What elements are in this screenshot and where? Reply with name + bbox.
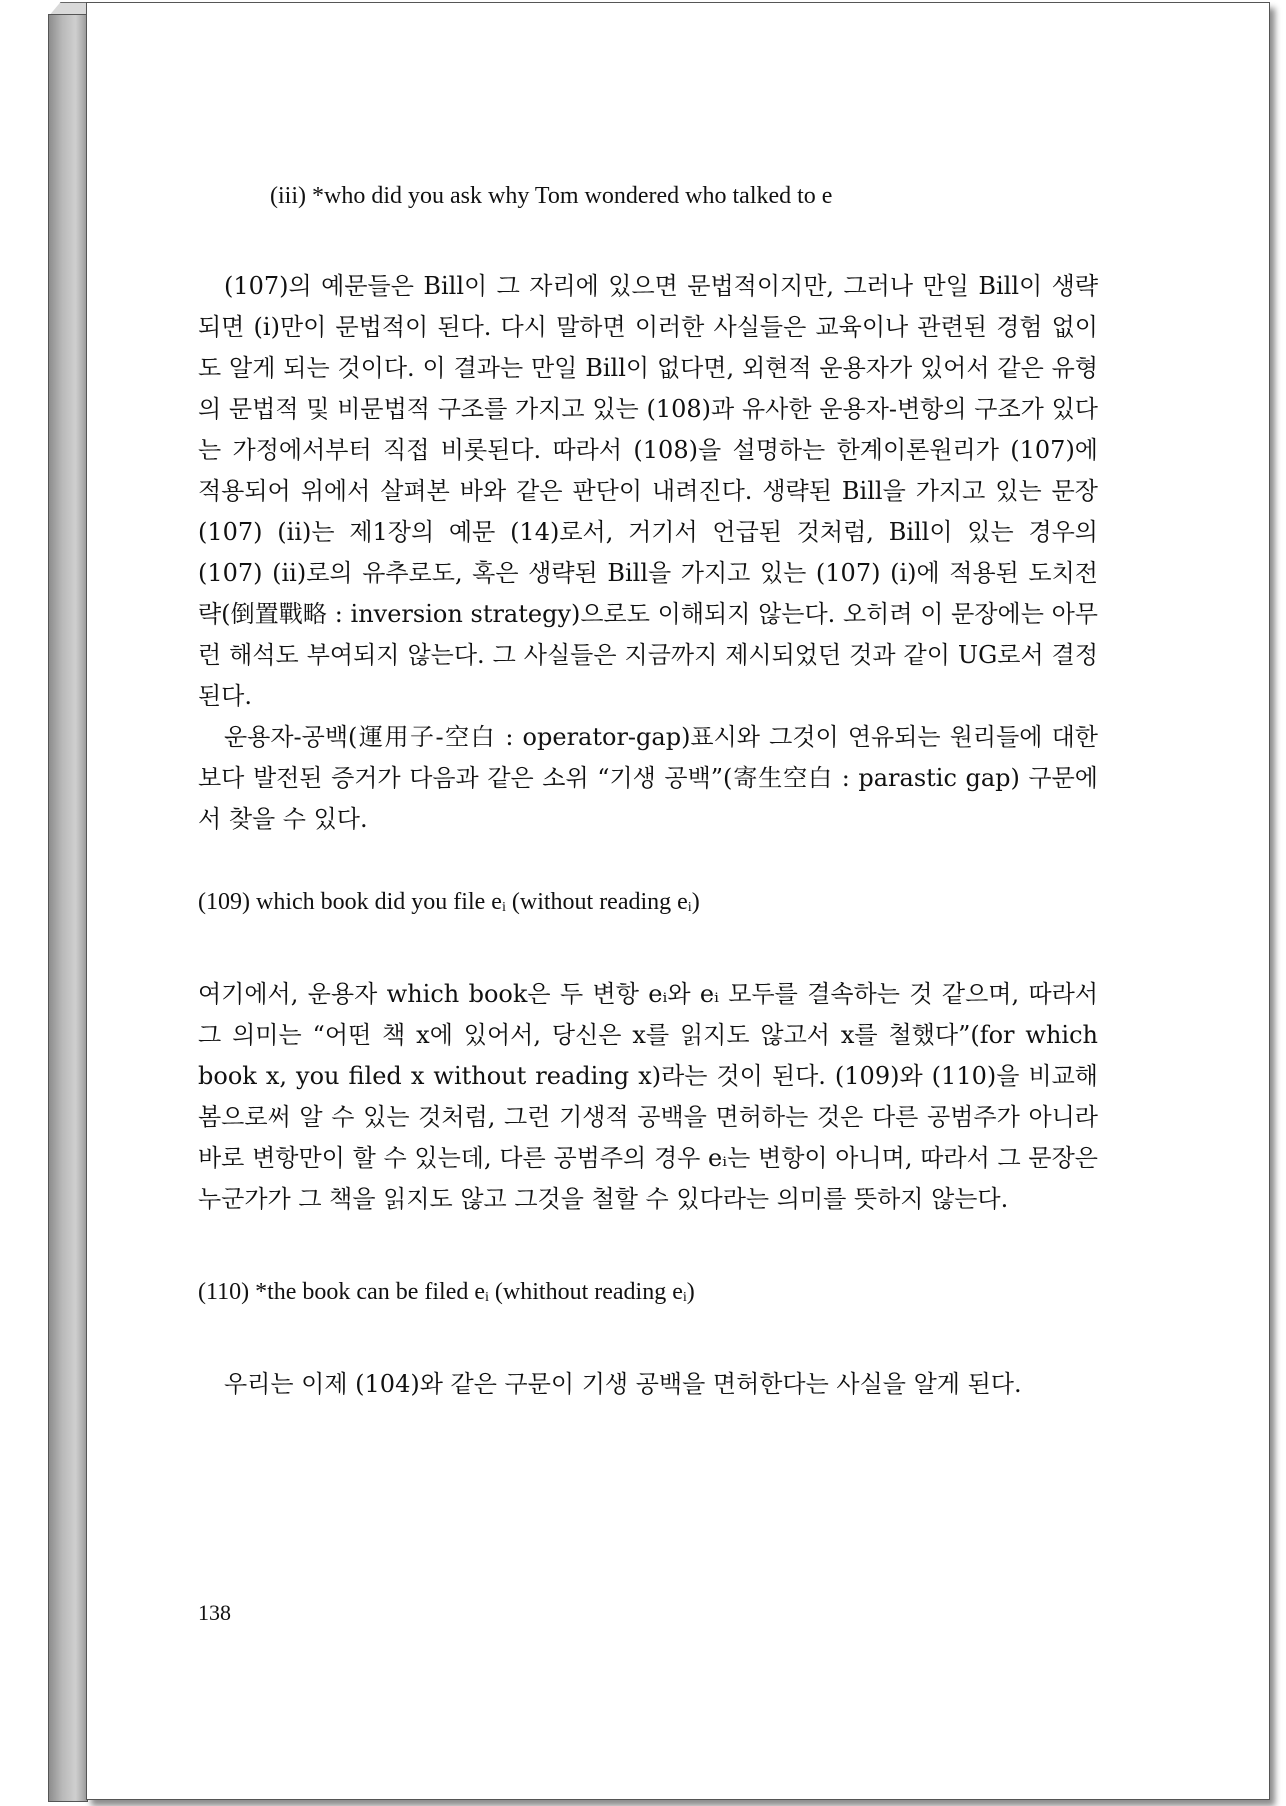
paragraph-3: 여기에서, 운용자 which book은 두 변항 eᵢ와 eᵢ 모두를 결속하는 것 같으며, 따라서 그 의미는 “어떤 책 x에 있어서, 당신은 x를 읽지도 않고서 x를 철했다”(for which book x, you filed x without reading x)라는 것이 된다. (109)와 (110)을 비교해 봄으로써 알 수 있는 것처럼, 그런 기생적 공백을 면허하는 것은 다른 공범주가 아니라 바로 변항만이 할 수 있는데, 다른 공범주의 경우 eᵢ는 변항이 아니며, 따라서 그 문장은 누군가가 그 책을 읽지도 않고 그것을 철할 수 있다라는 의미를 뜻하지 않는다. bbox=[198, 980, 1098, 1213]
book-spine bbox=[48, 14, 88, 1802]
paragraph-2: 운용자-공백(運用子-空白 : operator-gap)표시와 그것이 연유되는 원리들에 대한 보다 발전된 증거가 다음과 같은 소위 “기생 공백”(寄生空白 : parastic gap) 구문에서 찾을 수 있다. bbox=[198, 723, 1098, 833]
paragraph-1: (107)의 예문들은 Bill이 그 자리에 있으면 문법적이지만, 그러나 만일 Bill이 생략되면 (i)만이 문법적이 된다. 다시 말하면 이러한 사실들은 교육이나 관련된 경험 없이도 알게 되는 것이다. 이 결과는 만일 Bill이 없다면, 외현적 운용자가 있어서 같은 유형의 문법적 및 비문법적 구조를 가지고 있는 (108)과 유사한 운용자-변항의 구조가 있다는 가정에서부터 직접 비롯된다. 따라서 (108)을 설명하는 한계이론원리가 (107)에 적용되어 위에서 살펴본 바와 같은 판단이 내려진다. 생략된 Bill을 가지고 있는 문장 (107) (ii)는 제1장의 예문 (14)로서, 거기서 언급된 것처럼, Bill이 있는 경우의 (107) (ii)로의 유추로도, 혹은 생략된 Bill을 가지고 있는 (107) (i)에 적용된 도치전략(倒置戰略 : inversion strategy)으로도 이해되지 않는다. 오히려 이 문장에는 아무런 해석도 부여되지 않는다. 그 사실들은 지금까지 제시되었던 것과 같이 UG로서 결정된다. bbox=[198, 272, 1098, 710]
example-110: (110) *the book can be filed eᵢ (whithout reading eᵢ) bbox=[198, 1279, 695, 1305]
page-content bbox=[198, 180, 1098, 1405]
page-number: 138 bbox=[198, 1600, 231, 1625]
example-109: (109) which book did you file eᵢ (without reading eᵢ) bbox=[198, 889, 700, 915]
example-iii: (iii) *who did you ask why Tom wondered who talked to e bbox=[270, 183, 833, 209]
paragraph-4: 우리는 이제 (104)와 같은 구문이 기생 공백을 면허한다는 사실을 알게 된다. bbox=[224, 1370, 1022, 1398]
